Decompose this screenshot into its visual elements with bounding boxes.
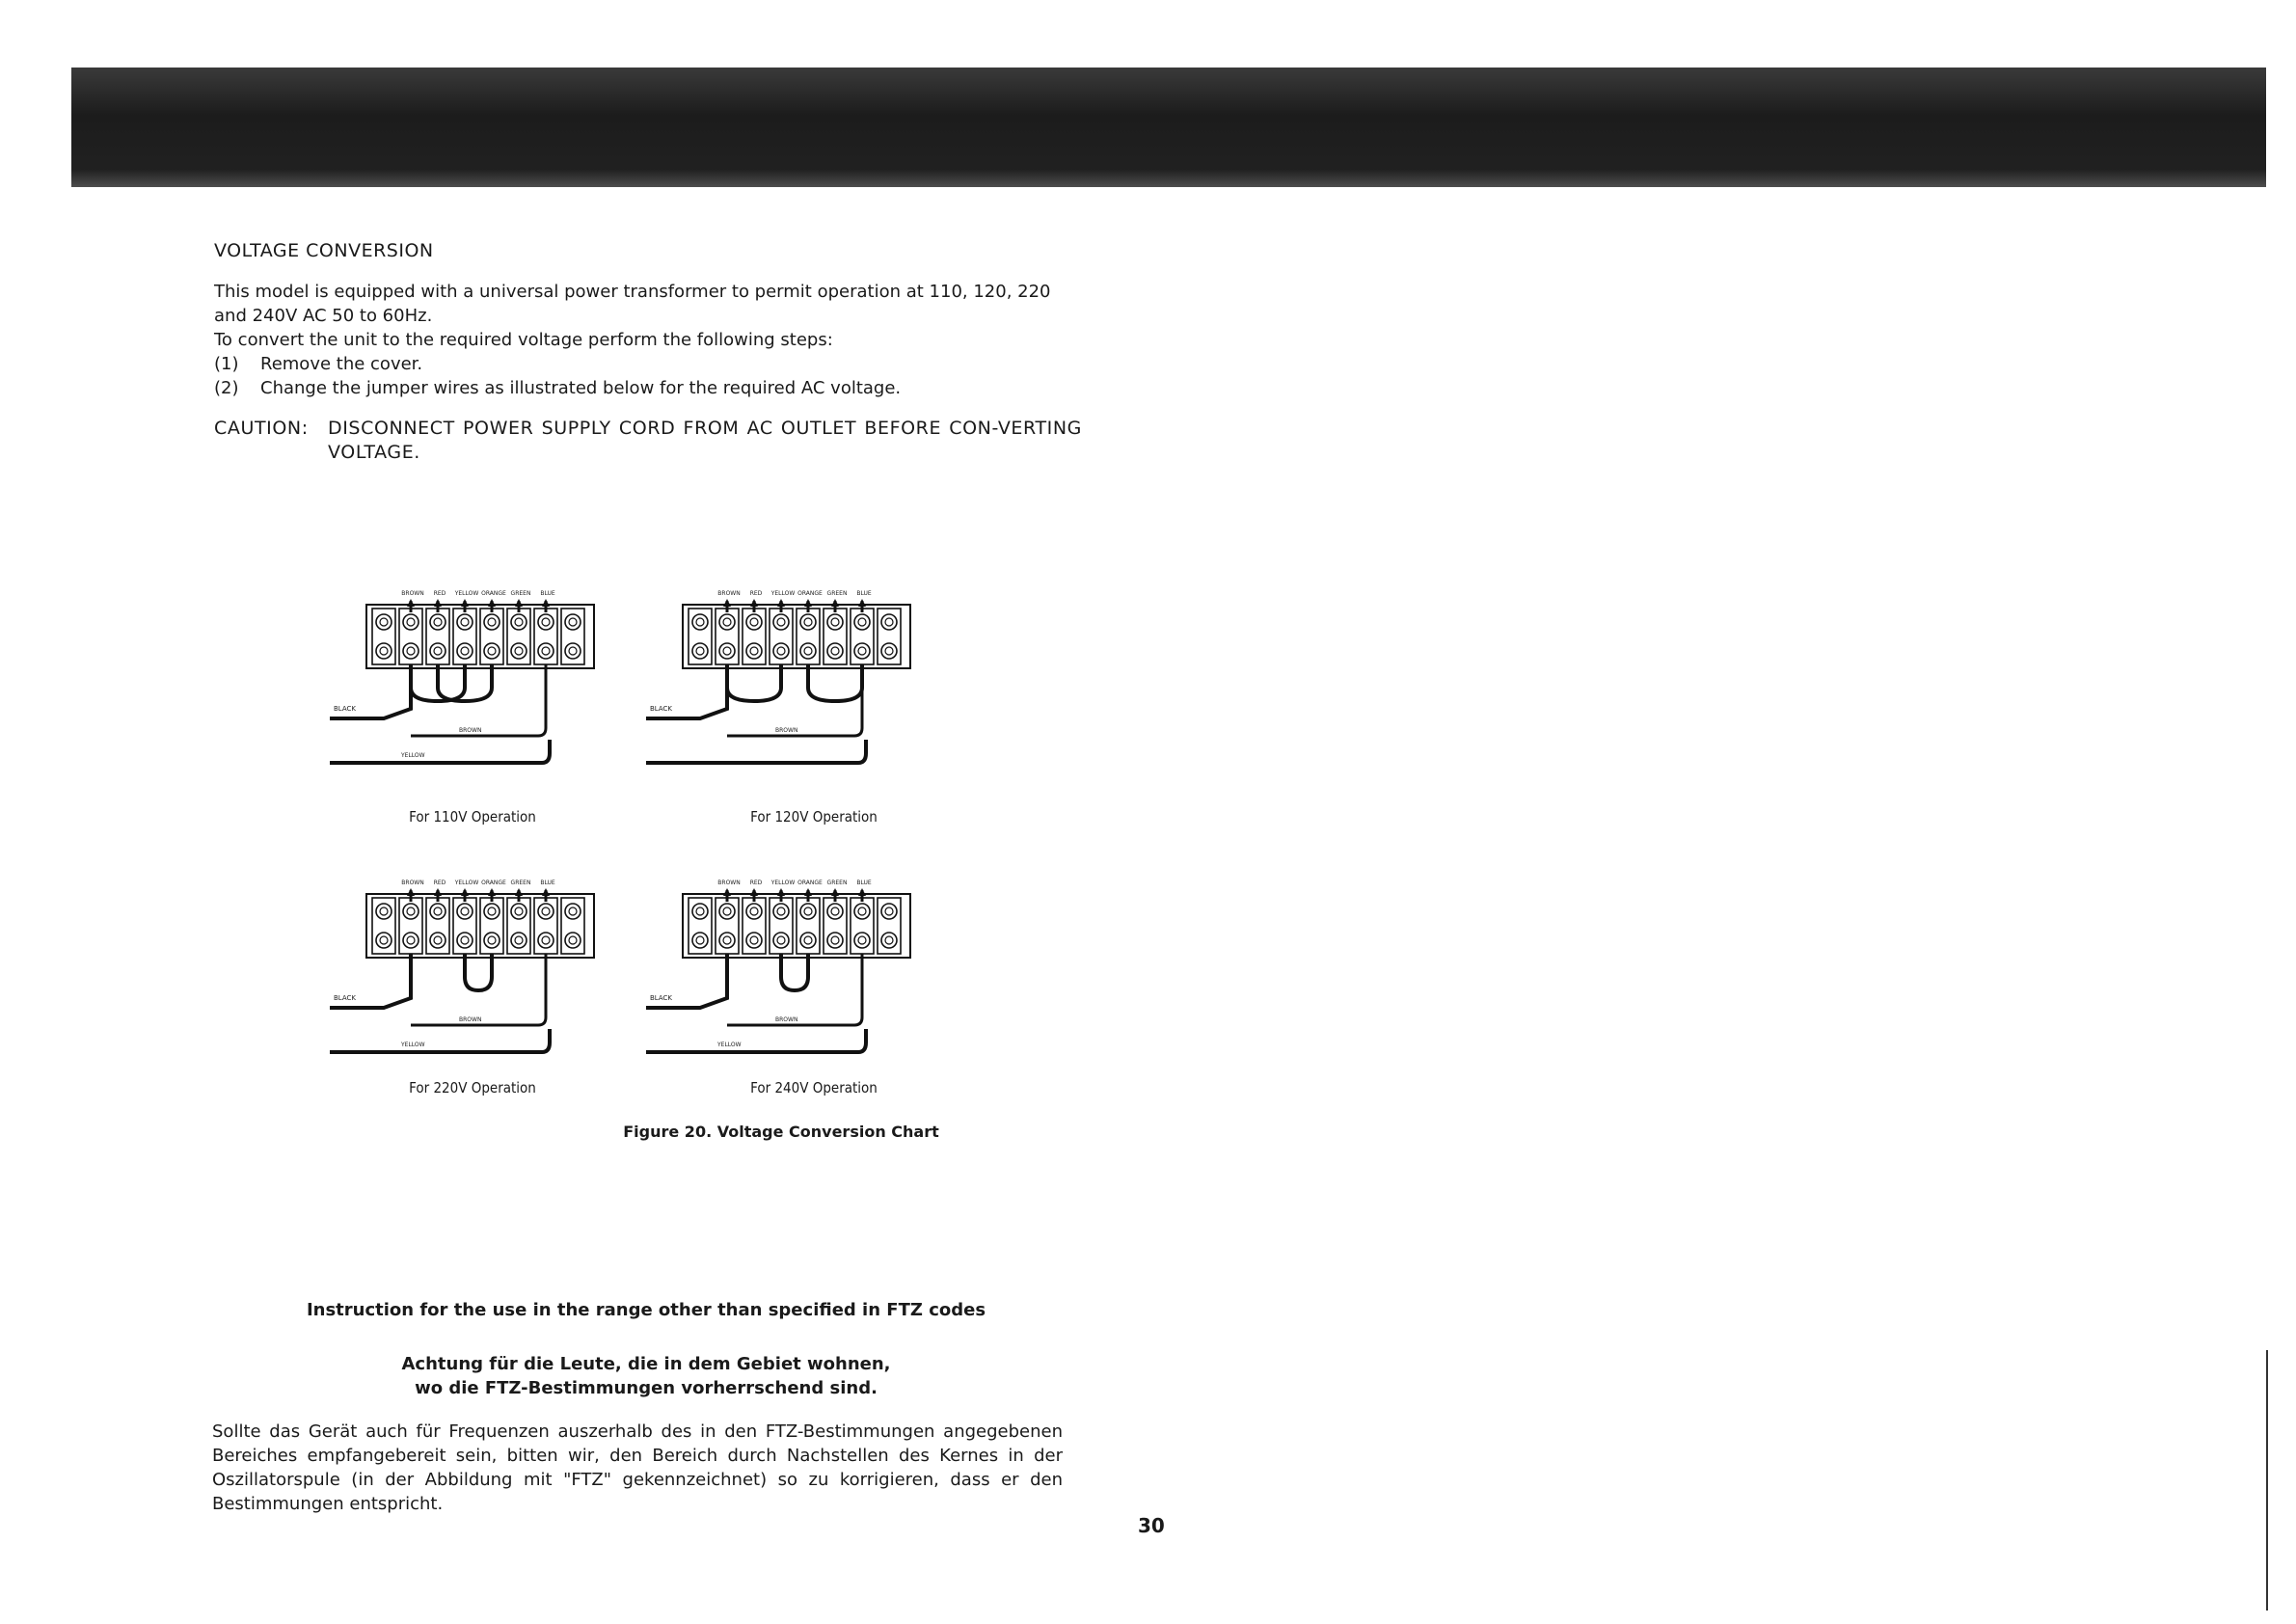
terminal-label: BLUE xyxy=(856,880,872,886)
achtung-line-2: wo die FTZ-Bestimmungen vorherrschend sind. xyxy=(415,1378,878,1398)
wire-label-brown: BROWN xyxy=(775,1016,798,1023)
terminal-strip-svg xyxy=(644,873,933,1075)
terminal-label: BROWN xyxy=(717,590,741,597)
wire-label-brown: BROWN xyxy=(459,727,482,734)
wire-label-black: BLACK xyxy=(334,705,357,713)
caution-text: DISCONNECT POWER SUPPLY CORD FROM AC OUTLET BEFORE CON-VERTING VOLTAGE. xyxy=(328,418,1082,463)
terminal-diagram-240v xyxy=(644,873,933,1075)
caption-220v: For 220V Operation xyxy=(409,1079,536,1096)
terminal-label: BROWN xyxy=(401,590,424,597)
step-2 xyxy=(214,376,1082,400)
terminal-label: RED xyxy=(749,880,763,886)
terminal-label: GREEN xyxy=(510,880,531,886)
terminal-strip-svg xyxy=(644,583,933,786)
terminal-label: ORANGE xyxy=(481,590,506,597)
terminal-label: GREEN xyxy=(826,880,848,886)
terminal-label: ORANGE xyxy=(481,880,506,886)
terminal-label: BLUE xyxy=(856,590,872,597)
terminal-diagram-220v xyxy=(328,873,617,1075)
step-number: (2) xyxy=(214,378,239,398)
caption-120v: For 120V Operation xyxy=(750,808,878,826)
step-number: (1) xyxy=(214,354,239,374)
terminal-label: BROWN xyxy=(717,880,741,886)
terminal-strip-svg xyxy=(328,583,617,786)
wire-label-brown: BROWN xyxy=(775,727,798,734)
wire-label-black: BLACK xyxy=(650,994,673,1002)
header-band xyxy=(71,68,2266,187)
terminal-label: ORANGE xyxy=(797,880,823,886)
caption-240v: For 240V Operation xyxy=(750,1079,878,1096)
terminal-label: YELLOW xyxy=(770,880,796,886)
figure-title: Figure 20. Voltage Conversion Chart xyxy=(623,1123,939,1141)
terminal-label: RED xyxy=(433,880,446,886)
terminal-label: YELLOW xyxy=(770,590,796,597)
wire-label-black: BLACK xyxy=(650,705,673,713)
terminal-label: GREEN xyxy=(510,590,531,597)
step-1 xyxy=(214,352,1082,376)
section-title: VOLTAGE CONVERSION xyxy=(214,240,434,261)
terminal-label: BROWN xyxy=(401,880,424,886)
terminal-label: GREEN xyxy=(826,590,848,597)
intro-text xyxy=(214,280,1082,400)
terminal-diagram-120v xyxy=(644,583,933,786)
wire-label-brown: BROWN xyxy=(459,1016,482,1023)
caution-notice xyxy=(214,417,1082,465)
intro-line-1: This model is equipped with a universal power transformer to permit operation at 110, 120, 220 and 240V AC 50 to 60Hz. xyxy=(214,282,1051,326)
intro-line-2: To convert the unit to the required voltage perform the following steps: xyxy=(214,330,833,350)
german-paragraph: Sollte das Gerät auch für Frequenzen auszerhalb des in den FTZ-Bestimmungen angegebenen Bereiches empfangebereit sein, bitten wir, den Bereich durch Nachstellen des Kernes in der Oszillatorspule (in der Abbildung mit "FTZ" gekennzeichnet) so zu korrigieren, dass er den Bestimmungen entspricht. xyxy=(212,1421,1063,1514)
step-text: Change the jumper wires as illustrated below for the required AC voltage. xyxy=(260,378,902,398)
terminal-label: RED xyxy=(749,590,763,597)
terminal-label: BLUE xyxy=(540,880,555,886)
terminal-strip-svg xyxy=(328,873,617,1075)
wire-label-yellow: YELLOW xyxy=(401,1042,425,1048)
page-edge-line xyxy=(2266,1350,2268,1610)
caution-label: CAUTION: xyxy=(214,418,309,439)
page-number: 30 xyxy=(1138,1514,1165,1537)
terminal-label: RED xyxy=(433,590,446,597)
terminal-label: ORANGE xyxy=(797,590,823,597)
terminal-label: BLUE xyxy=(540,590,555,597)
wire-label-yellow: YELLOW xyxy=(401,752,425,759)
wire-label-yellow: YELLOW xyxy=(717,1042,742,1048)
terminal-label: YELLOW xyxy=(454,880,479,886)
caption-110v: For 110V Operation xyxy=(409,808,536,826)
terminal-label: YELLOW xyxy=(454,590,479,597)
step-text: Remove the cover. xyxy=(260,354,423,374)
instruction-heading: Instruction for the use in the range other than specified in FTZ codes xyxy=(306,1300,986,1320)
achtung-heading xyxy=(212,1352,1080,1400)
achtung-line-1: Achtung für die Leute, die in dem Gebiet wohnen, xyxy=(401,1354,891,1374)
terminal-diagram-110v xyxy=(328,583,617,786)
wire-label-black: BLACK xyxy=(334,994,357,1002)
